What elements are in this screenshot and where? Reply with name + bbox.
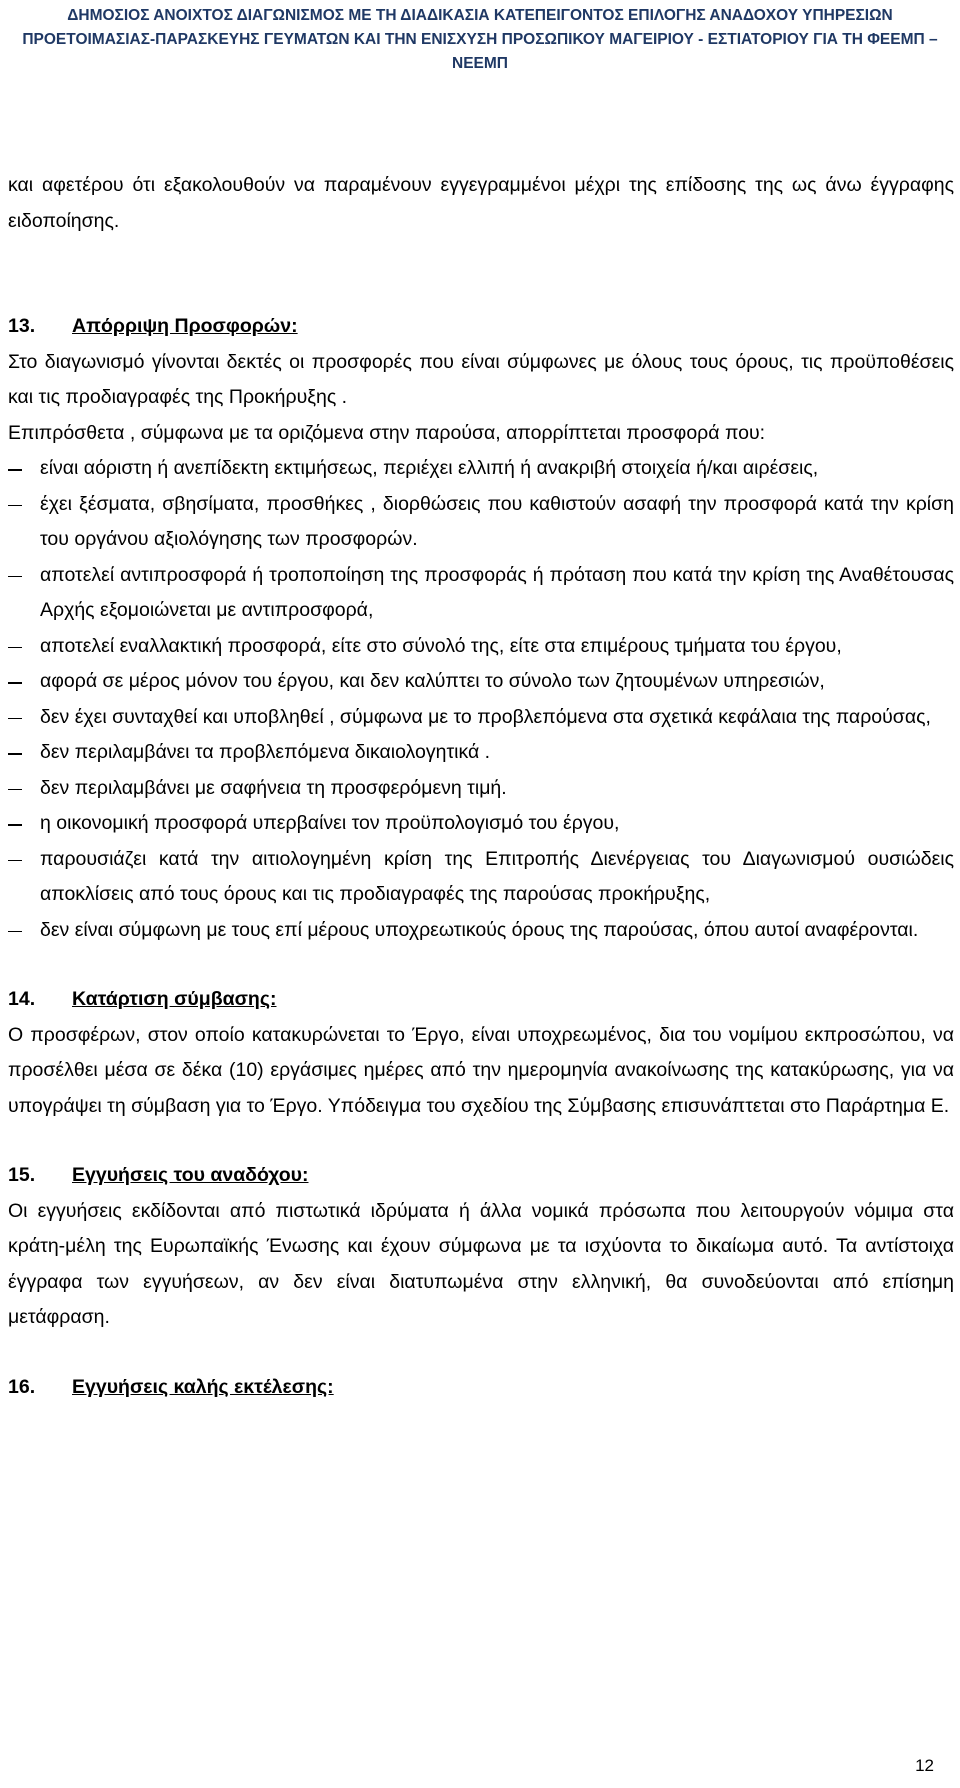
section-title: Κατάρτιση σύμβασης: — [72, 988, 277, 1010]
list-item: η οικονομική προσφορά υπερβαίνει τον προϋπολογισμό του έργου, — [8, 806, 954, 842]
document-body — [8, 168, 954, 1405]
page-number: 12 — [915, 1756, 934, 1775]
intro-paragraph: και αφετέρου ότι εξακολουθούν να παραμένουν εγγεγραμμένοι μέχρι της επίδοσης της ως άνω έγγραφης ειδοποίησης. — [8, 174, 954, 232]
section-paragraph: Ο προσφέρων, στον οποίο κατακυρώνεται το Έργο, είναι υποχρεωμένος, δια του νομίμου εκπροσώπου, να προσέλθει μέσα σε δέκα (10) εργάσιμες ημέρες από την ημερομηνία ανακοίνωσης της κατακύρωσης, για να υπογράψει τη σύμβαση για το Έργο. Υπόδειγμα του σχεδίου της Σύμβασης επισυνάπτεται στο Παράρτημα Ε. — [8, 1023, 954, 1117]
page-header — [0, 4, 960, 76]
section-paragraph: Οι εγγυήσεις εκδίδονται από πιστωτικά ιδρύματα ή άλλα νομικά πρόσωπα που λειτουργούν νόμιμα στα κράτη-μέλη της Ευρωπαϊκής Ένωσης και έχουν σύμφωνα με τα ισχύοντα το δικαίωμα αυτό. Τα αντίστοιχα έγγραφα των εγγυήσεων, αν δεν είναι διατυπωμένα στην ελληνική, θα συνοδεύονται από επίσημη μετάφραση. — [8, 1199, 954, 1328]
list-item: αποτελεί αντιπροσφορά ή τροποποίηση της προσφοράς ή πρόταση που κατά την κρίση της Αναθέτουσας Αρχής εξομοιώνεται με αντιπροσφορά, — [8, 558, 954, 629]
list-item: παρουσιάζει κατά την αιτιολογημένη κρίση της Επιτροπής Διενέργειας του Διαγωνισμού ουσιώδεις αποκλίσεις από τους όρους και τις προδιαγραφές της παρούσας προκήρυξης, — [8, 842, 954, 913]
section-15 — [8, 1158, 954, 1336]
header-line-1: ΔΗΜΟΣΙΟΣ ΑΝΟΙΧΤΟΣ ΔΙΑΓΩΝΙΣΜΟΣ ΜΕ ΤΗ ΔΙΑΔΙΚΑΣΙΑ ΚΑΤΕΠΕΙΓΟΝΤΟΣ ΕΠΙΛΟΓΗΣ ΑΝΑΔΟΧΟΥ ΥΠΗΡΕΣΙΩΝ — [67, 7, 893, 24]
list-item: είναι αόριστη ή ανεπίδεκτη εκτιμήσεως, περιέχει ελλιπή ή ανακριβή στοιχεία ή/και αιρέσεις, — [8, 451, 954, 487]
section-paragraph: Στο διαγωνισμό γίνονται δεκτές οι προσφορές που είναι σύμφωνες με όλους τους όρους, τις προϋποθέσεις και τις προδιαγραφές της Προκήρυξης . — [8, 350, 954, 408]
section-13 — [8, 309, 954, 948]
section-number: 16. — [8, 1375, 36, 1398]
section-16 — [8, 1370, 954, 1406]
header-line-2: ΠΡΟΕΤΟΙΜΑΣΙΑΣ-ΠΑΡΑΣΚΕΥΗΣ ΓΕΥΜΑΤΩΝ ΚΑΙ ΤΗΝ ΕΝΙΣΧΥΣΗ ΠΡΟΣΩΠΙΚΟΥ ΜΑΓΕΙΡΙΟΥ - ΕΣΤΙΑΤΟΡΙΟΥ ΓΙΑ ΤΗ ΦΕΕΜΠ – — [22, 31, 938, 48]
section-14 — [8, 982, 954, 1124]
section-heading — [8, 1158, 954, 1194]
section-title: Εγγυήσεις καλής εκτέλεσης: — [72, 1375, 334, 1398]
list-item: αφορά σε μέρος μόνον του έργου, και δεν καλύπτει το σύνολο των ζητουμένων υπηρεσιών, — [8, 664, 954, 700]
list-item: δεν περιλαμβάνει με σαφήνεια τη προσφερόμενη τιμή. — [8, 771, 954, 807]
list-item: δεν περιλαμβάνει τα προβλεπόμενα δικαιολογητικά . — [8, 735, 954, 771]
section-heading — [8, 982, 954, 1018]
section-number: 13. — [8, 315, 36, 337]
list-item: έχει ξέσματα, σβησίματα, προσθήκες , διορθώσεις που καθιστούν ασαφή την προσφορά κατά την κρίση του οργάνου αξιολόγησης των προσφορών. — [8, 487, 954, 558]
section-title: Εγγυήσεις του αναδόχου: — [72, 1164, 309, 1186]
rejection-list — [8, 451, 954, 948]
section-title: Απόρριψη Προσφορών: — [72, 315, 298, 337]
section-heading — [8, 1370, 954, 1406]
section-heading — [8, 309, 954, 345]
header-line-3: ΝΕΕΜΠ — [452, 55, 508, 72]
section-number: 15. — [8, 1164, 36, 1186]
section-number: 14. — [8, 988, 36, 1010]
list-item: δεν έχει συνταχθεί και υποβληθεί , σύμφωνα με το προβλεπόμενα στα σχετικά κεφάλαια της παρούσας, — [8, 700, 954, 736]
list-item: δεν είναι σύμφωνη με τους επί μέρους υποχρεωτικούς όρους της παρούσας, όπου αυτοί αναφέρονται. — [8, 913, 954, 949]
list-item: αποτελεί εναλλακτική προσφορά, είτε στο σύνολό της, είτε στα επιμέρους τμήματα του έργου, — [8, 629, 954, 665]
section-paragraph: Επιπρόσθετα , σύμφωνα με τα οριζόμενα στην παρούσα, απορρίπτεται προσφορά που: — [8, 421, 766, 444]
